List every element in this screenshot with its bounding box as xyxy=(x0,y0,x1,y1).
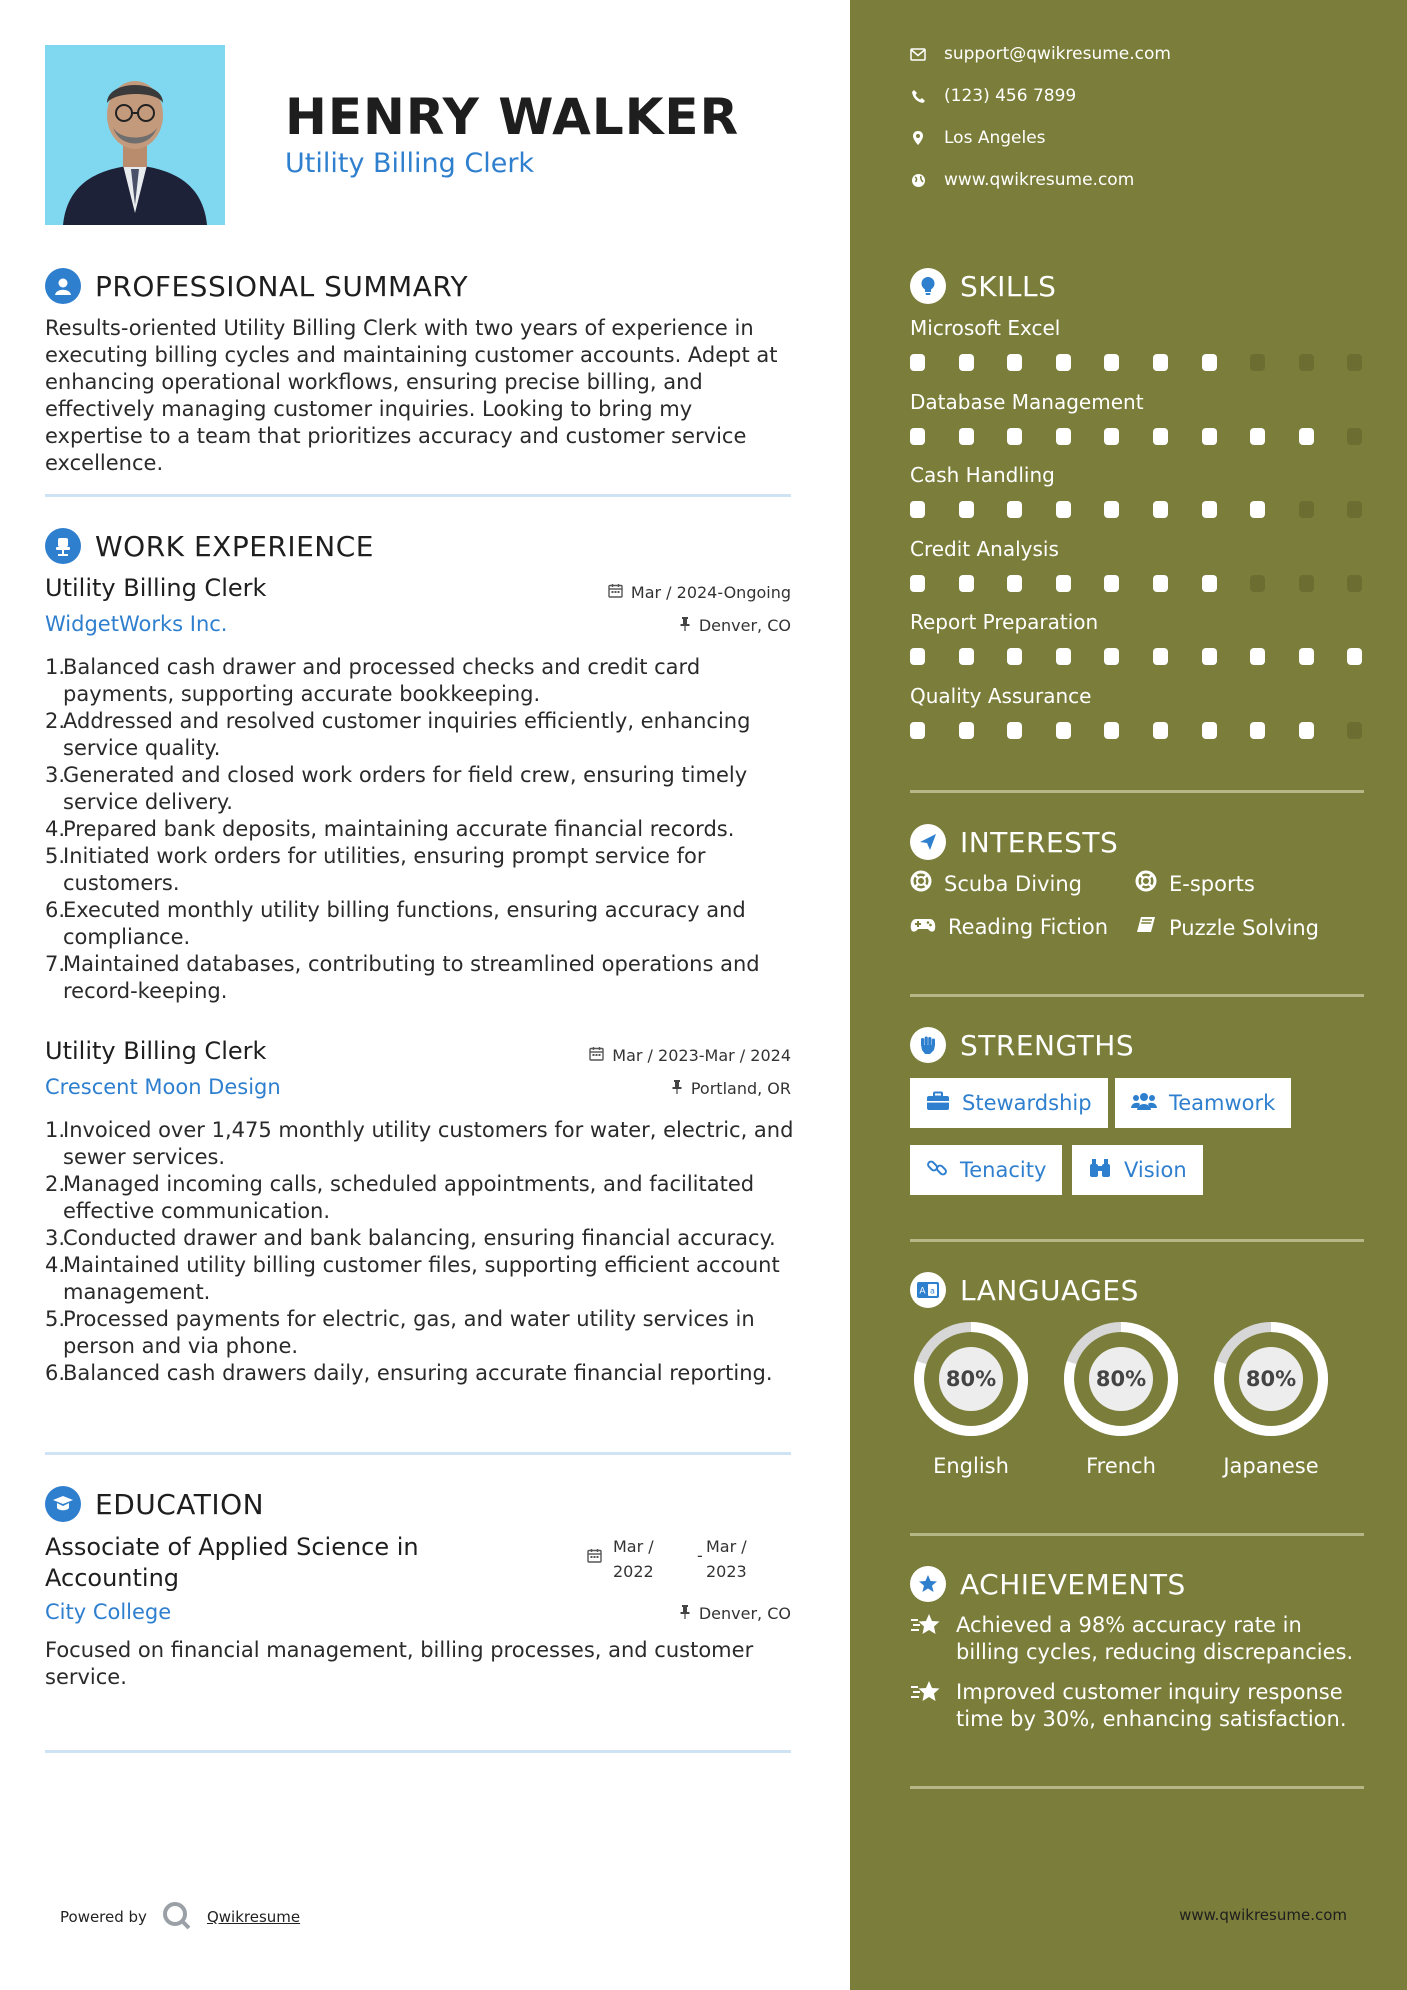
list-item: 3. Generated and closed work orders for field crew, ensuring timely service delivery. xyxy=(45,763,748,814)
list-item: 4. Prepared bank deposits, maintaining accurate financial records. xyxy=(45,817,735,841)
list-item: 1. Balanced cash drawer and processed checks and credit card payments, supporting accurate bookkeeping. xyxy=(45,655,701,706)
job-bullets xyxy=(45,1117,795,1387)
skill-dot-filled xyxy=(1250,501,1265,518)
interest-item xyxy=(1135,915,1319,940)
skill-dot-empty xyxy=(1347,575,1362,592)
skill-dot-filled xyxy=(1007,501,1022,518)
powered-by-text: Powered by xyxy=(60,1908,147,1926)
job-date xyxy=(589,1046,791,1065)
skill-dot-empty xyxy=(1299,501,1314,518)
summary-text: Results-oriented Utility Billing Clerk with two years of experience in executing billing cycles and maintaining customer accounts. Adept at enhancing operational workflows, ensuring precise billing, and effectively managing customer inquiries. Looking to bring my expertise to a team that prioritizes accuracy and customer service excellence. xyxy=(45,316,778,475)
skill-dot-filled xyxy=(1299,722,1314,739)
education-text: Focused on financial management, billing processes, and customer service. xyxy=(45,1638,754,1689)
languages-header xyxy=(910,1272,1139,1308)
pin-icon xyxy=(679,616,691,635)
skill-dot-filled xyxy=(1202,428,1217,445)
job-location-text: Denver, CO xyxy=(698,616,791,635)
skill-dot-filled xyxy=(1153,575,1168,592)
divider xyxy=(910,994,1364,997)
education-end-date: Mar / 2023 xyxy=(706,1537,747,1581)
skill-dot-filled xyxy=(1153,428,1168,445)
user-icon xyxy=(45,268,81,304)
contact-location-text: Los Angeles xyxy=(944,128,1046,148)
company-name: WidgetWorks Inc. xyxy=(45,612,228,636)
skill-dot-filled xyxy=(1007,575,1022,592)
experience-header xyxy=(45,528,374,564)
skill-dot-empty xyxy=(1299,354,1314,371)
skill-rating xyxy=(910,428,1370,446)
job-date xyxy=(608,583,791,602)
contact-phone-text: (123) 456 7899 xyxy=(944,86,1077,106)
divider xyxy=(910,790,1364,793)
skill-dot-filled xyxy=(910,722,925,739)
summary-header xyxy=(45,268,468,304)
star-icon xyxy=(910,1612,942,1666)
list-item: 3. Conducted drawer and bank balancing, ensuring financial accuracy. xyxy=(45,1226,776,1250)
skill-dot-filled xyxy=(1202,648,1217,665)
skill-name: Credit Analysis xyxy=(910,537,1059,561)
skill-dot-filled xyxy=(910,501,925,518)
skill-dot-filled xyxy=(1056,428,1071,445)
book-icon xyxy=(1135,915,1157,940)
list-item: 6. Executed monthly utility billing functions, ensuring accuracy and compliance. xyxy=(45,898,746,949)
skill-dot-filled xyxy=(1250,428,1265,445)
skill-dot-filled xyxy=(910,354,925,371)
globe-icon xyxy=(910,172,926,188)
skill-rating xyxy=(910,501,1370,519)
strength-tag xyxy=(910,1078,1108,1128)
skill-dot-filled xyxy=(1056,575,1071,592)
interest-label: Scuba Diving xyxy=(944,871,1082,896)
achievement-item xyxy=(910,1612,1370,1666)
divider xyxy=(910,1533,1364,1536)
skill-dot-filled xyxy=(1202,501,1217,518)
list-item: 5. Processed payments for electric, gas, and water utility services in person and via phone. xyxy=(45,1307,755,1358)
skill-dot-filled xyxy=(1202,722,1217,739)
interest-label: Reading Fiction xyxy=(948,915,1109,939)
strength-tag xyxy=(1115,1078,1291,1128)
achievements-header xyxy=(910,1566,1186,1602)
skill-dot-empty xyxy=(1299,575,1314,592)
list-item: 2. Addressed and resolved customer inquiries efficiently, enhancing service quality. xyxy=(45,709,751,760)
calendar-icon xyxy=(589,1046,604,1065)
language-name: English xyxy=(933,1454,1009,1478)
skills-header xyxy=(910,268,1056,304)
skill-dot-empty xyxy=(1347,722,1362,739)
calendar-icon xyxy=(608,583,623,602)
skill-dot-filled xyxy=(910,575,925,592)
job-date-text: Mar / 2023-Mar / 2024 xyxy=(612,1046,791,1065)
date-separator: - xyxy=(697,1546,703,1565)
skill-dot-filled xyxy=(959,428,974,445)
list-item: 2. Managed incoming calls, scheduled appointments, and facilitated effective communication. xyxy=(45,1172,755,1223)
skill-dot-filled xyxy=(1007,648,1022,665)
svg-text:A: A xyxy=(919,1286,926,1297)
skill-dot-empty xyxy=(1347,501,1362,518)
skill-name: Report Preparation xyxy=(910,610,1099,634)
link-icon xyxy=(926,1157,948,1184)
language-gauge xyxy=(1060,1318,1182,1444)
contact-phone[interactable] xyxy=(910,86,1076,106)
profile-photo xyxy=(45,45,225,225)
skill-dot-filled xyxy=(1202,354,1217,371)
education-location xyxy=(679,1604,791,1623)
achievements-title: ACHIEVEMENTS xyxy=(960,1567,1186,1601)
skill-dot-empty xyxy=(1347,354,1362,371)
skill-dot-filled xyxy=(1202,575,1217,592)
skill-dot-filled xyxy=(1104,722,1119,739)
life-ring-icon xyxy=(910,870,932,897)
pin-icon xyxy=(671,1079,683,1098)
list-item: 7. Maintained databases, contributing to streamlined operations and record-keeping. xyxy=(45,952,760,1003)
skill-dot-filled xyxy=(1153,354,1168,371)
strength-label: Teamwork xyxy=(1169,1091,1276,1115)
language-percent: 80% xyxy=(1245,1367,1297,1391)
education-title: EDUCATION xyxy=(95,1487,265,1521)
life-ring-icon xyxy=(1135,870,1157,897)
interest-label: E-sports xyxy=(1169,871,1255,896)
lightbulb-icon xyxy=(910,268,946,304)
strength-tag xyxy=(1072,1145,1203,1195)
skill-dot-filled xyxy=(1007,722,1022,739)
map-pin-icon xyxy=(910,130,926,146)
skill-rating xyxy=(910,722,1370,740)
skill-dot-filled xyxy=(910,648,925,665)
skill-dot-filled xyxy=(1056,501,1071,518)
candidate-name: HENRY WALKER xyxy=(285,88,740,146)
contact-website-text: www.qwikresume.com xyxy=(944,170,1135,190)
summary-title: PROFESSIONAL SUMMARY xyxy=(95,269,469,303)
skill-dot-filled xyxy=(1104,501,1119,518)
skill-dot-filled xyxy=(1104,648,1119,665)
skill-dot-filled xyxy=(1056,722,1071,739)
footer-url[interactable]: www.qwikresume.com xyxy=(1179,1906,1347,1924)
job-location xyxy=(679,616,791,635)
experience-title: WORK EXPERIENCE xyxy=(95,529,374,563)
contact-email[interactable] xyxy=(910,44,1171,64)
interests-header xyxy=(910,824,1118,860)
skill-dot-filled xyxy=(959,648,974,665)
skill-dot-filled xyxy=(1153,501,1168,518)
contact-website[interactable] xyxy=(910,170,1134,190)
star-badge-icon xyxy=(910,1566,946,1602)
skill-rating xyxy=(910,354,1370,372)
graduate-icon xyxy=(45,1486,81,1522)
divider xyxy=(45,1750,791,1753)
languages-title: LANGUAGES xyxy=(960,1273,1139,1307)
skill-dot-filled xyxy=(1056,648,1071,665)
users-icon xyxy=(1131,1091,1157,1116)
fist-icon xyxy=(910,1027,946,1063)
skill-dot-filled xyxy=(910,428,925,445)
achievement-item xyxy=(910,1679,1370,1733)
list-item: 6. Balanced cash drawers daily, ensuring accurate financial reporting. xyxy=(45,1361,773,1385)
interests-title: INTERESTS xyxy=(960,825,1119,859)
skill-dot-filled xyxy=(1299,428,1314,445)
language-name: Japanese xyxy=(1223,1454,1319,1478)
chair-icon xyxy=(45,528,81,564)
skill-dot-empty xyxy=(1250,354,1265,371)
skill-rating xyxy=(910,575,1370,593)
language-percent: 80% xyxy=(945,1367,997,1391)
skill-dot-filled xyxy=(1153,648,1168,665)
company-name: Crescent Moon Design xyxy=(45,1075,281,1099)
job-title: Utility Billing Clerk xyxy=(45,574,267,602)
briefcase-icon xyxy=(926,1091,950,1116)
skill-dot-filled xyxy=(1007,354,1022,371)
translate-icon xyxy=(910,1272,946,1308)
svg-text:a: a xyxy=(930,1286,935,1296)
footer-powered-by xyxy=(60,1900,300,1934)
calendar-icon xyxy=(587,1548,602,1567)
gamepad-icon xyxy=(910,915,936,939)
paper-plane-icon xyxy=(910,824,946,860)
skill-name: Microsoft Excel xyxy=(910,316,1061,340)
education-start-date: Mar / 2022 xyxy=(613,1537,654,1581)
phone-icon xyxy=(910,88,926,104)
list-item: 1. Invoiced over 1,475 monthly utility customers for water, electric, and sewer services. xyxy=(45,1118,794,1169)
contact-email-text: support@qwikresume.com xyxy=(944,44,1171,64)
interest-item xyxy=(1135,870,1255,897)
list-item: 5. Initiated work orders for utilities, ensuring prompt service for customers. xyxy=(45,844,706,895)
skill-dot-empty xyxy=(1250,575,1265,592)
strength-tag xyxy=(910,1145,1062,1195)
envelope-icon xyxy=(910,46,926,62)
qwikresume-logo-icon xyxy=(161,1900,193,1934)
interest-label: Puzzle Solving xyxy=(1169,915,1319,940)
job-date-text: Mar / 2024-Ongoing xyxy=(630,583,791,602)
skills-title: SKILLS xyxy=(960,269,1057,303)
skill-dot-filled xyxy=(1250,648,1265,665)
skill-dot-filled xyxy=(1347,648,1362,665)
achievement-text: Improved customer inquiry response time by 30%, enhancing satisfaction. xyxy=(956,1680,1347,1731)
candidate-role: Utility Billing Clerk xyxy=(285,148,535,179)
job-location xyxy=(671,1079,791,1098)
divider xyxy=(45,494,791,497)
divider xyxy=(910,1239,1364,1242)
skill-dot-filled xyxy=(1104,354,1119,371)
divider xyxy=(910,1786,1364,1789)
skill-name: Database Management xyxy=(910,390,1144,414)
interest-item xyxy=(910,915,1108,939)
strength-label: Stewardship xyxy=(962,1091,1092,1115)
skill-dot-filled xyxy=(1104,428,1119,445)
star-icon xyxy=(910,1679,942,1733)
language-gauge xyxy=(910,1318,1032,1444)
divider xyxy=(45,1452,791,1455)
skill-dot-filled xyxy=(1056,354,1071,371)
strengths-header xyxy=(910,1027,1134,1063)
education-location-text: Denver, CO xyxy=(698,1604,791,1623)
pin-icon xyxy=(679,1604,691,1623)
list-item: 4. Maintained utility billing customer files, supporting efficient account management. xyxy=(45,1253,780,1304)
skill-rating xyxy=(910,648,1370,666)
skill-dot-filled xyxy=(1153,722,1168,739)
job-bullets xyxy=(45,654,795,1005)
strengths-title: STRENGTHS xyxy=(960,1028,1135,1062)
degree-title: Associate of Applied Science in Accounting xyxy=(45,1533,419,1592)
strength-label: Vision xyxy=(1124,1158,1187,1182)
strength-label: Tenacity xyxy=(960,1158,1047,1182)
language-gauge xyxy=(1210,1318,1332,1444)
language-name: French xyxy=(1086,1454,1156,1478)
interest-item xyxy=(910,870,1082,897)
skill-dot-filled xyxy=(959,575,974,592)
skill-name: Quality Assurance xyxy=(910,684,1092,708)
skill-dot-empty xyxy=(1347,428,1362,445)
school-name: City College xyxy=(45,1600,172,1624)
skill-dot-filled xyxy=(959,354,974,371)
skill-name: Cash Handling xyxy=(910,463,1055,487)
language-percent: 80% xyxy=(1095,1367,1147,1391)
skill-dot-filled xyxy=(1299,648,1314,665)
job-location-text: Portland, OR xyxy=(690,1079,791,1098)
skill-dot-filled xyxy=(1007,428,1022,445)
contact-location xyxy=(910,128,1046,148)
education-header xyxy=(45,1486,264,1522)
job-title: Utility Billing Clerk xyxy=(45,1037,267,1065)
skill-dot-filled xyxy=(959,722,974,739)
achievement-text: Achieved a 98% accuracy rate in billing cycles, reducing discrepancies. xyxy=(956,1613,1354,1664)
qwikresume-link[interactable]: Qwikresume xyxy=(206,1908,301,1926)
binoculars-icon xyxy=(1088,1158,1112,1183)
skill-dot-filled xyxy=(1104,575,1119,592)
skill-dot-filled xyxy=(1250,722,1265,739)
skill-dot-filled xyxy=(959,501,974,518)
